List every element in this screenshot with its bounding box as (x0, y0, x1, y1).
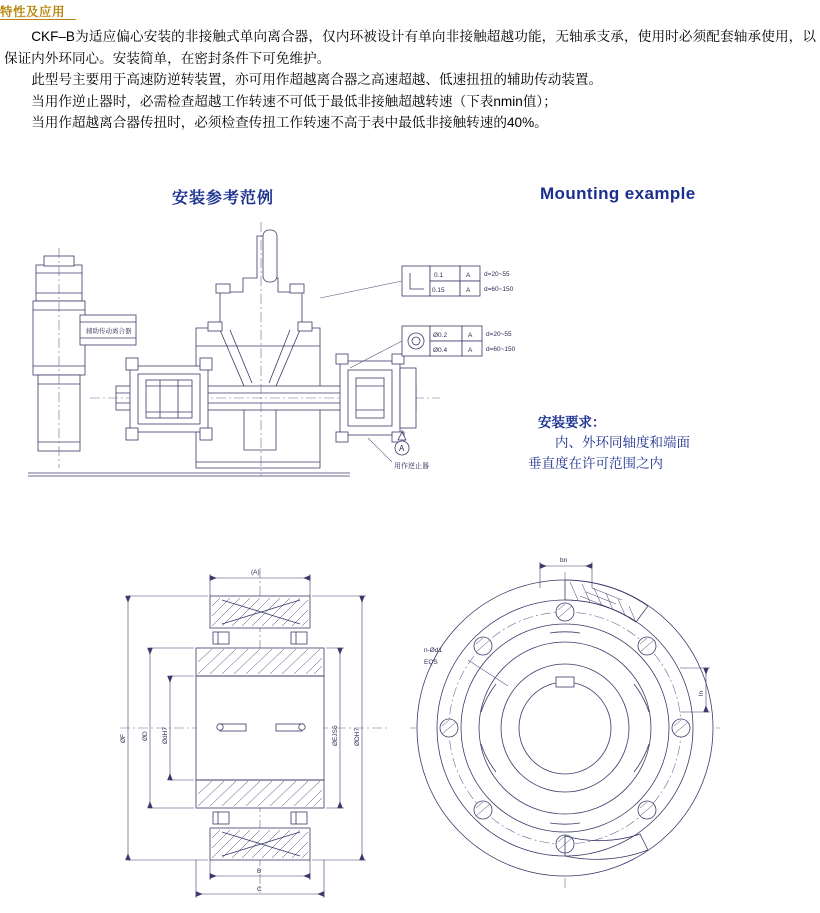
dim-ln: ln (698, 690, 705, 696)
tol2-row2-value: Ø0.4 (433, 347, 448, 354)
tol1-row1-range: d=20~55 (484, 271, 510, 278)
tol1-row2-value: 0.15 (432, 287, 445, 294)
label-backstop: 用作逆止器 (394, 463, 429, 470)
tol1-row1-value: 0.1 (434, 272, 444, 279)
intro-paragraph-3: 当用作逆止器时，必需检查超越工作转速不可低于最低非接触超越转速（下表nmin值）； (31, 93, 557, 109)
dim-n-phi-d1: n-Ød1 (424, 647, 443, 654)
mounting-assembly-drawing (20, 218, 540, 498)
dim-C: C (257, 886, 262, 893)
intro-paragraph-1: CKF–B为适应偏心安装的非接触式单向离合器，仅内环被设计有单向非接触超越功能，无轴承支承，使用时必须配套轴承使用，以保证内外环同心。安装简单，在密封条件下可免维护。 (4, 29, 816, 66)
intro-paragraph-2: 此型号主要用于高速防逆转装置，亦可用作超越离合器之高速超越、低速扭扭的辅助传动装置。 (31, 72, 603, 87)
dim-phi-EJS6: ØEJS6 (332, 725, 339, 746)
dim-eqs: EQS (424, 659, 438, 666)
tol2-row1-datum: A (468, 332, 473, 339)
section-title: 特性及应用 (0, 5, 66, 19)
label-auxiliary-clutch: 辅助传动离合器 (86, 328, 132, 335)
tol2-row2-range: d=60~150 (486, 346, 516, 353)
front-view-drawing (400, 548, 730, 908)
tol2-row1-range: d=20~55 (486, 331, 512, 338)
intro-paragraph-4: 当用作超越离合器传扭时，必须检查传扭工作转速不高于表中最低非接触转速的40%。 (31, 115, 548, 130)
dim-B: B (257, 868, 262, 875)
tol2-row1-value: Ø0.2 (433, 332, 448, 339)
mounting-example-title-cn: 安装参考范例 (172, 190, 275, 207)
dim-phi-dH7: ØdH7 (162, 727, 169, 744)
section-title-underline (0, 19, 76, 20)
dim-phi-F: ØF (120, 733, 127, 743)
intro-text-block (4, 26, 816, 134)
dim-bn: bn (560, 557, 568, 564)
tol2-row2-datum: A (468, 347, 473, 354)
dim-phi-D: ØD (142, 731, 149, 741)
tol1-row2-range: d=60~150 (484, 286, 514, 293)
dim-phi-DH7: ØDH7 (354, 727, 361, 746)
dim-A: (A) (251, 569, 260, 576)
mounting-requirement-body (528, 432, 778, 474)
datum-label-a: A (399, 444, 405, 453)
tol1-row1-datum: A (466, 272, 471, 279)
mounting-requirement-line1: 内、外环同轴度和端面 (555, 435, 690, 450)
mounting-requirement-title: 安装要求： (538, 415, 606, 430)
cross-section-drawing (100, 548, 400, 908)
tol1-row2-datum: A (466, 287, 471, 294)
mounting-requirement-line2: 垂直度在许可范围之内 (528, 456, 663, 471)
mounting-example-title-en: Mounting example (540, 184, 696, 203)
